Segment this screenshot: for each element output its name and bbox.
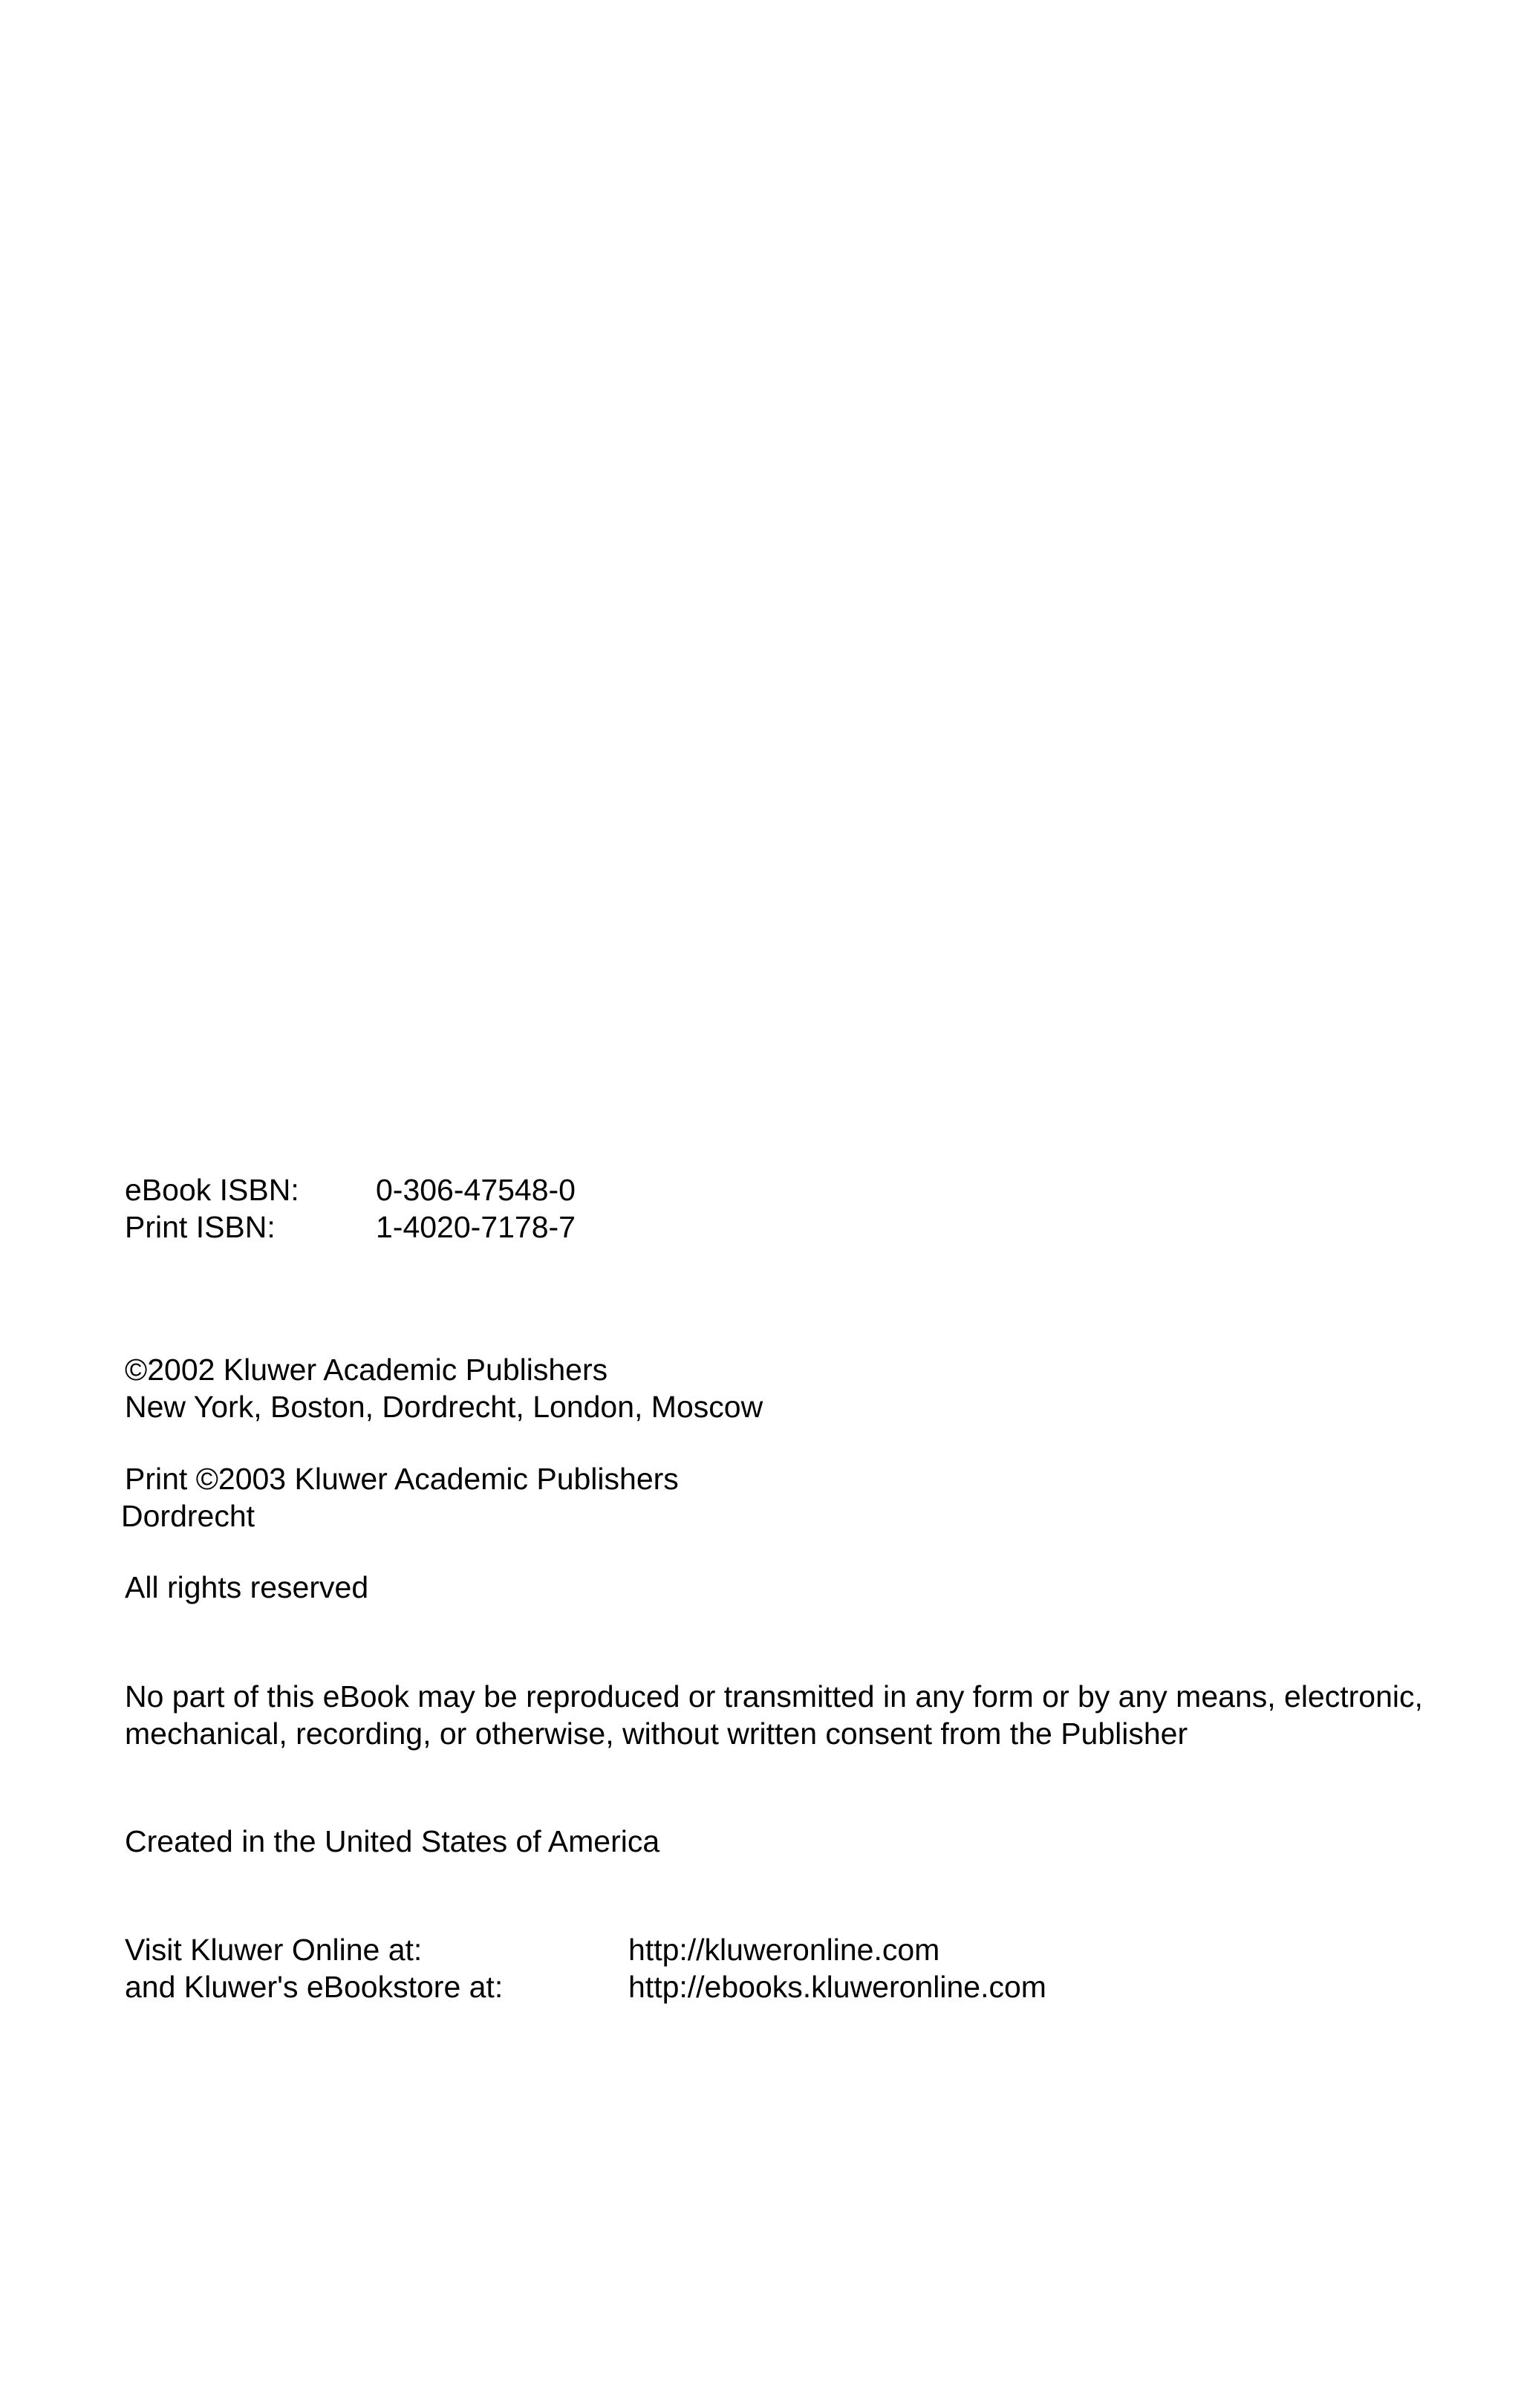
notice-line-2: mechanical, recording, or otherwise, without written consent from the Publisher xyxy=(125,1716,1188,1751)
visit-online-row xyxy=(125,1931,1046,1968)
print-copyright-block xyxy=(121,1460,679,1535)
ebook-isbn-row xyxy=(125,1171,576,1208)
ebook-isbn-label: eBook ISBN: xyxy=(125,1173,299,1207)
isbn-block xyxy=(125,1171,576,1246)
created-in: Created in the United States of America xyxy=(125,1824,660,1858)
visit-block xyxy=(125,1931,1046,2005)
rights-block xyxy=(125,1569,368,1606)
visit-store-row xyxy=(125,1968,1046,2005)
print-isbn-row xyxy=(125,1208,576,1246)
kluwer-online-link[interactable]: http://kluweronline.com xyxy=(628,1933,940,1967)
rights-reserved: All rights reserved xyxy=(125,1570,369,1604)
ebook-isbn-value: 0-306-47548-0 xyxy=(376,1173,576,1207)
publisher-locations: New York, Boston, Dordrecht, London, Moscow xyxy=(125,1390,763,1424)
print-isbn-label: Print ISBN: xyxy=(125,1210,276,1244)
visit-online-label: Visit Kluwer Online at: xyxy=(125,1933,423,1967)
created-block xyxy=(125,1823,659,1860)
print-location: Dordrecht xyxy=(121,1499,255,1533)
visit-store-label: and Kluwer's eBookstore at: xyxy=(125,1970,504,2004)
ebookstore-link[interactable]: http://ebooks.kluweronline.com xyxy=(628,1970,1046,2004)
copyright-block xyxy=(125,1351,763,1425)
print-copyright-line: Print ©2003 Kluwer Academic Publishers xyxy=(125,1462,679,1496)
copyright-line: ©2002 Kluwer Academic Publishers xyxy=(125,1353,608,1387)
notice-line-1: No part of this eBook may be reproduced or transmitted in any form or by any means, electronic, xyxy=(125,1679,1423,1714)
notice-block xyxy=(125,1678,1423,1752)
print-isbn-value: 1-4020-7178-7 xyxy=(376,1210,576,1244)
